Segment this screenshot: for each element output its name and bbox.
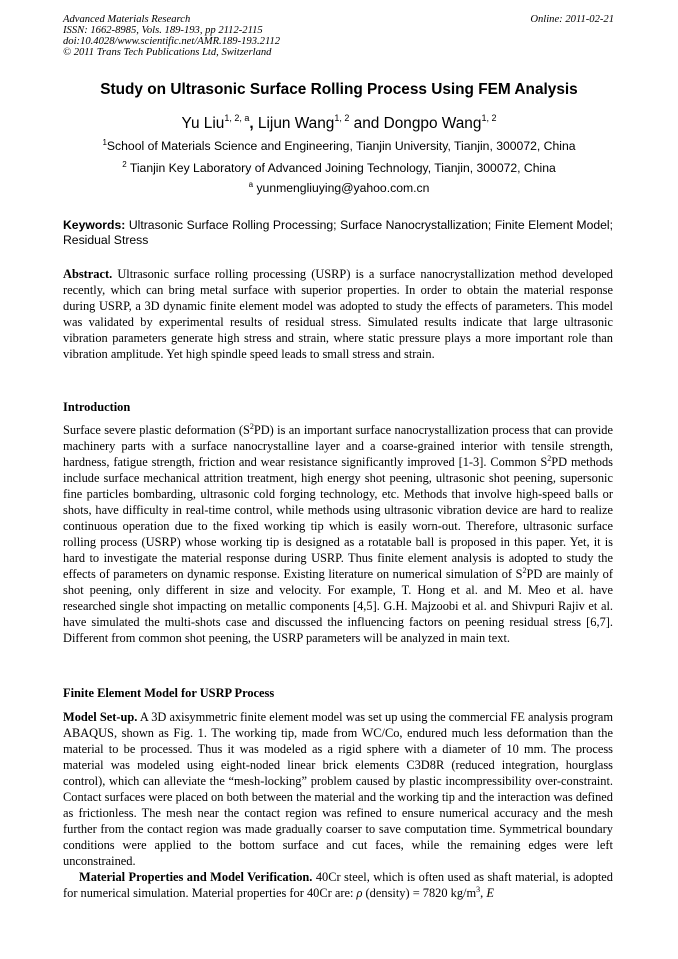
journal-name: Advanced Materials Research [63,14,191,25]
author-name: Dongpo Wang [383,115,482,132]
superscript: 2 [249,422,254,431]
intro-text: PD are mainly of shot peening, only different in size and velocity. For example, T. Hong et al. and M. Meo et al. have researched single shot impacting on metallic components [4,5]. G.H. Majzoobi et al. and Shivpuri Rajiv et al. have simulated the multi-shots case and discussed the influencing factors on peening residual stress [6,7]. Different from common shot peening, the USRP parameters will be analyzed in main text. [63,567,613,645]
author-separator: , [249,115,258,132]
keywords [63,218,613,248]
doi-line: doi:10.4028/www.scientific.net/AMR.189-193.2112 [63,36,281,47]
author-affil-mark: 1, 2 [334,113,350,123]
model-setup-text: A 3D axisymmetric finite element model was set up using the commercial FE analysis program ABAQUS, shown as Fig. 1. The working tip, made from WC/Co, endured much less deformation than the material to be processed. Thus it was modeled as a rigid sphere with a diameter of 10 mm. The process material was modeled using eight-noded linear brick elements C3D8R (reduced integration, hourglass control), which can alleviate the “mesh-locking” problem caused by plastic incompressibility over-constraint. Contact surfaces were placed on both between the material and the working tip and the interaction was defined as frictionless. The mesh near the contact region was refined to ensure numerical accuracy and the mesh further from the contact region was made gradually coarser to save computation time. Symmetrical boundary conditions were applied to the bottom surface and cut faces, while the remaining edges were left unconstrained. [63,710,613,868]
author-affil-mark: 1, 2, a [224,113,250,123]
affiliation-1 [0,139,678,153]
intro-text: Surface severe plastic deformation (S [63,423,250,437]
affil-text: School of Materials Science and Engineering, Tianjin University, Tianjin, 300072, China [106,139,576,153]
superscript: 2 [547,454,552,463]
affil-mark: 1 [102,138,107,147]
issn-line: ISSN: 1662-8985, Vols. 189-193, pp 2112-2115 [63,25,263,36]
affil-mark: a [248,180,254,189]
material-text: 40Cr steel, which is often used as shaft material, is adopted for numerical simulation. Material properties for 40Cr are: [63,870,613,900]
model-setup-label: Model Set-up. [63,710,138,724]
material-text: , [480,886,487,900]
author-name: Yu Liu [181,115,225,132]
keywords-label: Keywords: [63,218,126,232]
abstract-text: Ultrasonic surface rolling processing (USRP) is a surface nanocrystallization method developed recently, which can bring metal surface with superior properties. In order to obtain the material response during USRP, a 3D dynamic finite element model was adopted to study the effects of parameters. This model was validated by experimental results of residual stress. Simulated results indicate that large ultrasonic vibration parameters generate high stress and strain, where static pressure plays a more important role than vibration amplitude. Yet high spindle speed leads to small stress and strain. [63,267,613,361]
abstract-label: Abstract. [63,267,113,281]
author-affil-mark: 1, 2 [481,113,497,123]
copyright-line: © 2011 Trans Tech Publications Ltd, Switzerland [63,47,272,58]
affil-text: Tianjin Key Laboratory of Advanced Joining Technology, Tianjin, 300072, China [126,161,556,175]
material-text: (density) = 7820 kg/m [362,886,477,900]
abstract [63,266,613,362]
author-list [0,115,678,133]
introduction-body [63,422,613,646]
superscript: 2 [522,566,527,575]
rho-symbol: ρ [356,886,363,900]
intro-text: PD methods include surface mechanical attrition treatment, high energy shot peening, ultrasonic shot peening, supersonic fine particles bombarding, ultrasonic cold forging technology, etc. Methods that involve high-speed balls or shots, have difficulty in real-time control, while methods using ultrasonic vibration device are hard to realize continuous operation due to the fixed working tip which is easily worn-out. Therefore, ultrasonic surface rolling process (USRP) whose working tip is designed as a rotatable ball is proposed in this paper. Yet, it is hard to investigate the material response during USRP. Thus finite element analysis is adopted to study the effects of parameters on dynamic response. Existing literature on numerical simulation of S [63,455,613,581]
affiliation-2 [0,161,678,175]
online-date: Online: 2011-02-21 [530,14,614,25]
email-line [0,181,678,195]
keywords-text: Ultrasonic Surface Rolling Processing; Surface Nanocrystallization; Finite Element Model; Residual Stress [63,218,613,247]
journal-header [63,14,280,58]
superscript: 3 [476,885,481,894]
author-separator: and [349,115,384,132]
paper-title: Study on Ultrasonic Surface Rolling Process Using FEM Analysis [100,81,578,98]
affil-mark: 2 [122,160,127,169]
intro-text: PD) is an important surface nanocrystallization process that can provide machinery parts with a surface nanocrystalline layer and a coarse-grained interior with tensile strength, hardness, fatigue strength, friction and wear resistance significantly improved [1-3]. Common S [63,423,613,469]
section-heading-fem: Finite Element Model for USRP Process [63,686,275,700]
author-email: yunmengliuying@yahoo.com.cn [253,181,430,195]
material-properties-label: Material Properties and Model Verification. [79,870,313,884]
author-name: Lijun Wang [257,115,335,132]
modulus-symbol: E [486,886,494,900]
fem-body [63,709,613,901]
section-heading-introduction: Introduction [63,400,131,414]
